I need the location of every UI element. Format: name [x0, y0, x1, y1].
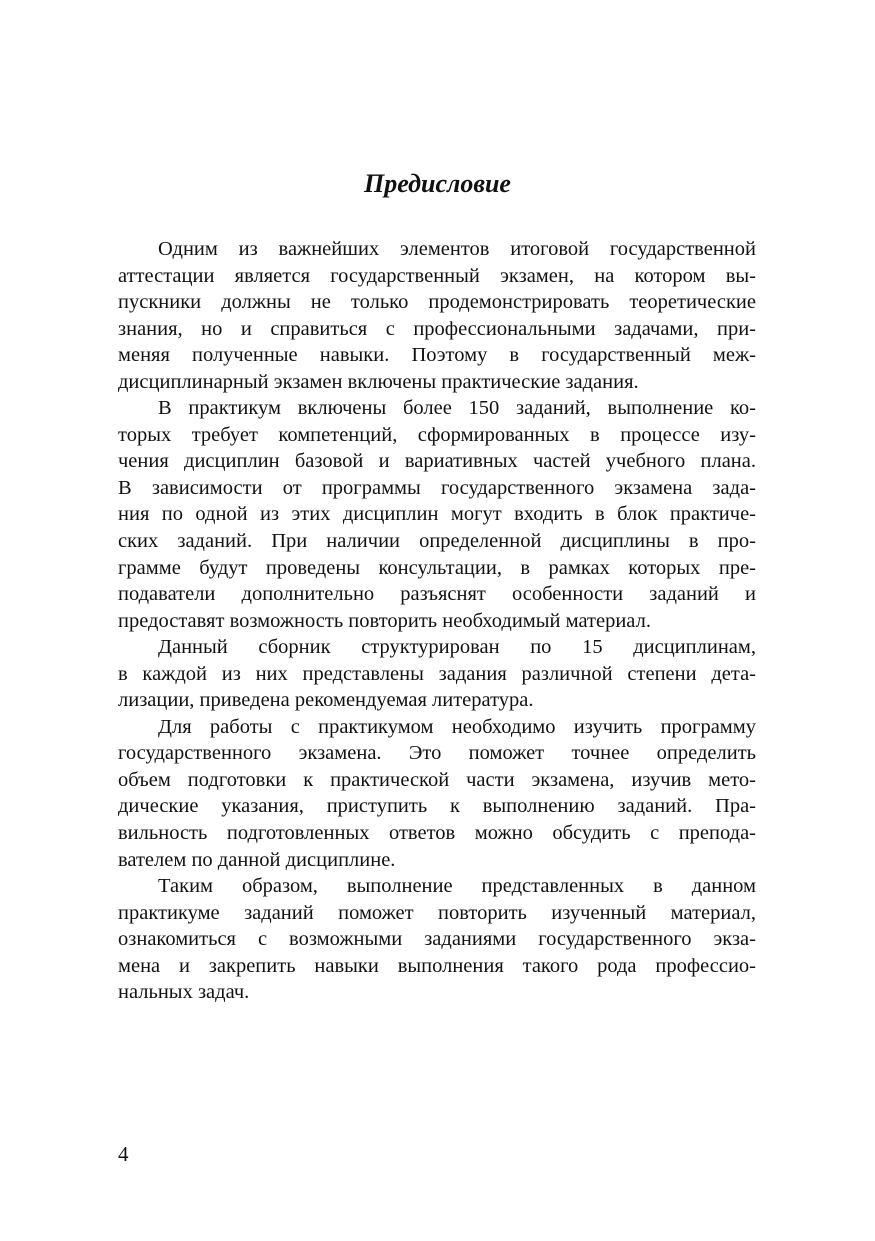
text-line: предоставят возможность повторить необходимый материал.	[118, 609, 651, 632]
text-line: торых требует компетенций, сформированных в процессе изу-	[118, 423, 756, 446]
text-line: вильность подготовленных ответов можно обсудить с препода-	[118, 822, 756, 845]
text-line: государственного экзамена. Это поможет точнее определить	[118, 742, 756, 765]
paragraph	[118, 634, 756, 714]
page-title: Предисловие	[364, 169, 511, 198]
text-line: практикуме заданий поможет повторить изученный материал,	[118, 901, 756, 924]
text-line: меняя полученные навыки. Поэтому в государственный меж-	[118, 344, 756, 367]
text-line: В практикум включены более 150 заданий, выполнение ко-	[158, 397, 756, 420]
text-line: Данный сборник структурирован по 15 дисциплинам,	[158, 636, 756, 659]
preface-body	[118, 236, 756, 1006]
text-line: в каждой из них представлены задания различной степени дета-	[118, 662, 756, 685]
text-line: лизации, приведена рекомендуемая литература.	[118, 689, 534, 712]
text-line: дические указания, приступить к выполнению заданий. Пра-	[118, 795, 756, 818]
text-line: аттестации является государственный экзамен, на котором вы-	[118, 264, 756, 287]
text-line: пускники должны не только продемонстрировать теоретические	[118, 291, 756, 314]
page-number: 4	[118, 1142, 129, 1166]
text-line: чения дисциплин базовой и вариативных частей учебного плана.	[118, 450, 756, 473]
text-line: В зависимости от программы государственного экзамена зада-	[118, 476, 756, 499]
text-line: ния по одной из этих дисциплин могут входить в блок практиче-	[118, 503, 756, 526]
text-line: мена и закрепить навыки выполнения такого рода профессио-	[118, 954, 756, 977]
text-line: ознакомиться с возможными заданиями государственного экза-	[118, 928, 756, 951]
text-line: знания, но и справиться с профессиональными задачами, при-	[118, 317, 756, 340]
text-line: нальных задач.	[118, 981, 250, 1004]
text-line: Для работы с практикумом необходимо изучить программу	[158, 715, 756, 738]
text-line: ских заданий. При наличии определенной дисциплины в про-	[118, 530, 756, 553]
text-line: объем подготовки к практической части экзамена, изучив мето-	[118, 768, 756, 791]
paragraph	[118, 714, 756, 873]
text-line: грамме будут проведены консультации, в рамках которых пре-	[118, 556, 756, 579]
paragraph	[118, 236, 756, 395]
text-line: дисциплинарный экзамен включены практические задания.	[118, 370, 639, 393]
text-line: подаватели дополнительно разъяснят особенности заданий и	[118, 583, 756, 606]
text-line: Таким образом, выполнение представленных в данном	[158, 875, 756, 898]
paragraph	[118, 873, 756, 1006]
paragraph	[118, 395, 756, 634]
text-line: вателем по данной дисциплине.	[118, 848, 396, 871]
text-line: Одним из важнейших элементов итоговой государственной	[158, 238, 756, 260]
